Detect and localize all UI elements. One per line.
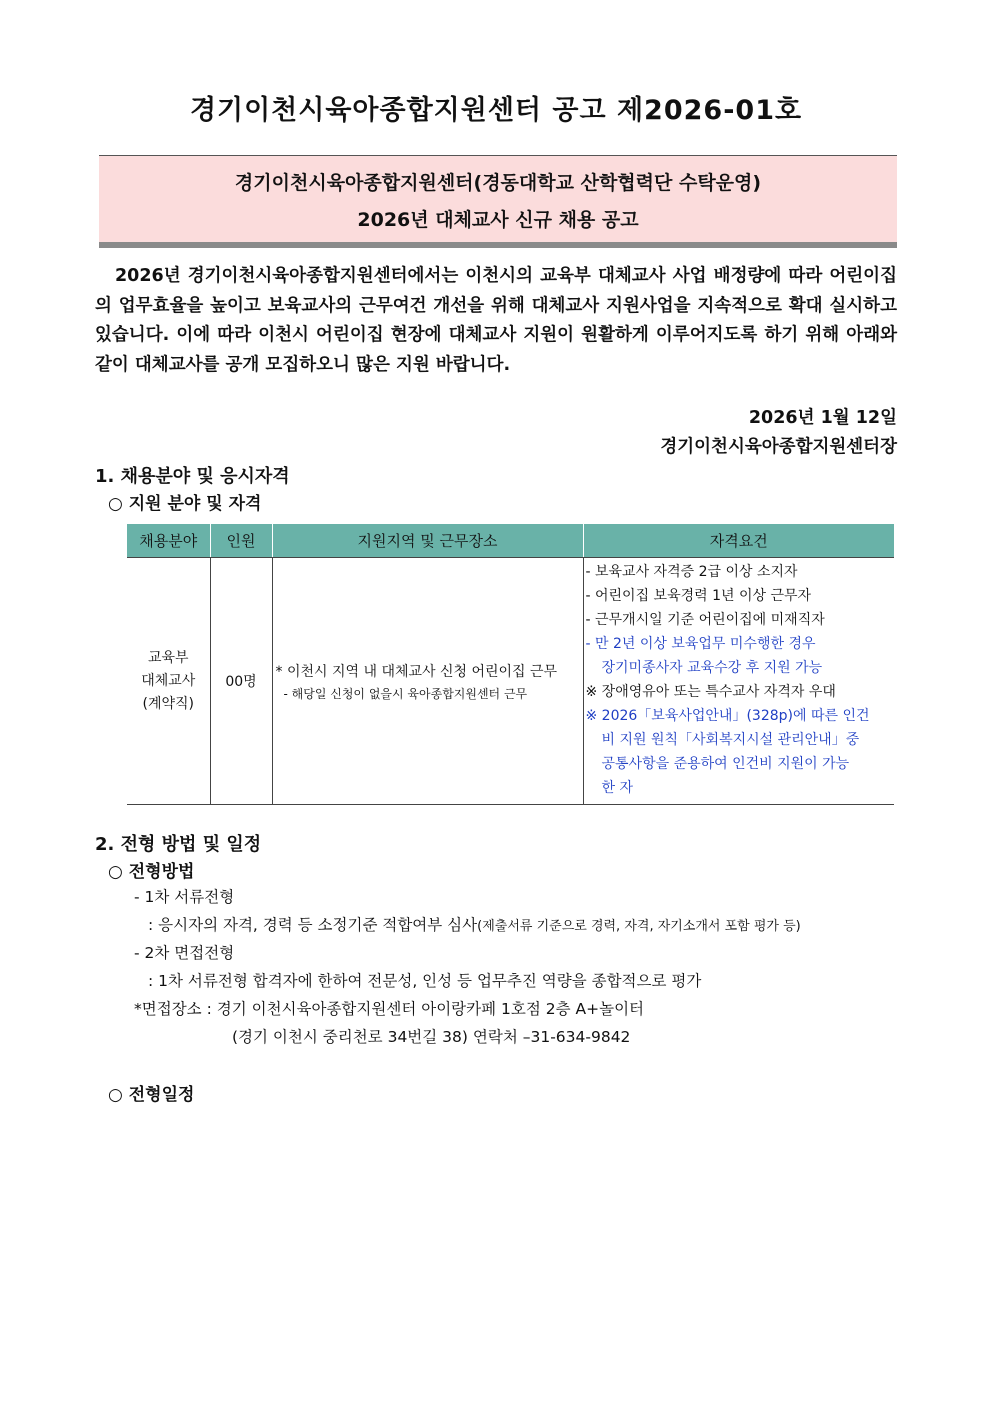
intro-paragraph: 2026년 경기이천시육아종합지원센터에서는 이천시의 교육부 대체교사 사업 배정량에 따라 어린이집의 업무효율을 높이고 보육교사의 근무여건 개선을 위해 대체교사 지원사업을 지속적으로 확대 실시하고 있습니다. 이에 따라 이천시 어린이집 현장에 대체교사 지원이 원활하게 이루어지도록 하기 위해 아래와 같이 대체교사를 공개 모집하오니 많은 지원 바랍니다.	[95, 266, 897, 375]
table-header-row	[127, 524, 894, 558]
step1-description	[148, 913, 801, 935]
notice-date: 2026년 1월 12일	[748, 408, 897, 428]
title-banner-line2: 2026년 대체교사 신규 채용 공고	[357, 209, 639, 231]
issuer-name: 경기이천시육아종합지원센터장	[660, 437, 897, 457]
interview-venue: *면접장소 : 경기 이천시육아종합지원센터 아이랑카페 1호점 2층 A+놀이터	[134, 1000, 645, 1018]
header-place: 지원지역 및 근무장소	[272, 524, 583, 558]
header-qualification: 자격요건	[583, 524, 894, 558]
title-banner-line1: 경기이천시육아종합지원센터(경동대학교 산학협력단 수탁운영)	[234, 172, 762, 194]
field-line: 대체교사	[141, 672, 196, 689]
place-main: * 이천시 지역 내 대체교사 신청 어린이집 근무	[275, 663, 558, 680]
table-row	[127, 558, 894, 805]
field-line: (계약직)	[142, 695, 194, 712]
cell-qualification	[583, 558, 894, 805]
qualification-item: 공통사항을 준용하여 인건비 지원이 가능	[601, 756, 850, 772]
step1-note: (제출서류 기준으로 경력, 자격, 자기소개서 포함 평가 등)	[477, 919, 801, 934]
header-count: 인원	[210, 524, 272, 558]
step1-desc-text: : 응시자의 자격, 경력 등 소정기준 적합여부 심사	[148, 916, 478, 934]
qualification-item: 비 지원 원칙「사회복지시설 관리안내」중	[601, 732, 860, 748]
qualification-item: 장기미종사자 교육수강 후 지원 가능	[601, 660, 823, 676]
qualification-item: - 만 2년 이상 보육업무 미수행한 경우	[585, 636, 816, 652]
method-heading: ○ 전형방법	[108, 862, 195, 882]
place-sub: - 해당일 신청이 없을시 육아종합지원센터 근무	[283, 686, 528, 701]
schedule-heading: ○ 전형일정	[108, 1085, 195, 1105]
section1-heading: 1. 채용분야 및 응시자격	[95, 466, 290, 487]
cell-place	[272, 558, 583, 805]
qualification-item: - 근무개시일 기준 어린이집에 미재직자	[585, 612, 825, 628]
venue-address: (경기 이천시 중리천로 34번길 38) 연락처 –31-634-9842	[232, 1028, 631, 1046]
recruitment-table	[127, 524, 894, 805]
qualification-item: ※ 2026「보육사업안내」(328p)에 따른 인건	[585, 708, 870, 724]
qualification-item: - 보육교사 자격증 2급 이상 소지자	[585, 564, 798, 580]
title-banner	[99, 155, 897, 248]
header-field: 채용분야	[127, 524, 210, 558]
field-line: 교육부	[147, 649, 189, 666]
section2-heading: 2. 전형 방법 및 일정	[95, 834, 262, 855]
step2-description: : 1차 서류전형 합격자에 한하여 전문성, 인성 등 업무추진 역량을 종합적으로 평가	[148, 972, 702, 990]
qualification-item: 한 자	[601, 780, 633, 796]
qualification-item: - 어린이집 보육경력 1년 이상 근무자	[585, 588, 812, 604]
qualification-item: ※ 장애영유아 또는 특수교사 자격자 우대	[585, 684, 836, 700]
step2-title: - 2차 면접전형	[134, 944, 235, 962]
step1-title: - 1차 서류전형	[134, 888, 235, 906]
cell-count: 00명	[210, 558, 272, 805]
cell-field	[127, 558, 210, 805]
notice-number-title: 경기이천시육아종합지원센터 공고 제2026-01호	[189, 95, 803, 126]
section1-subheading: ○ 지원 분야 및 자격	[108, 494, 262, 514]
